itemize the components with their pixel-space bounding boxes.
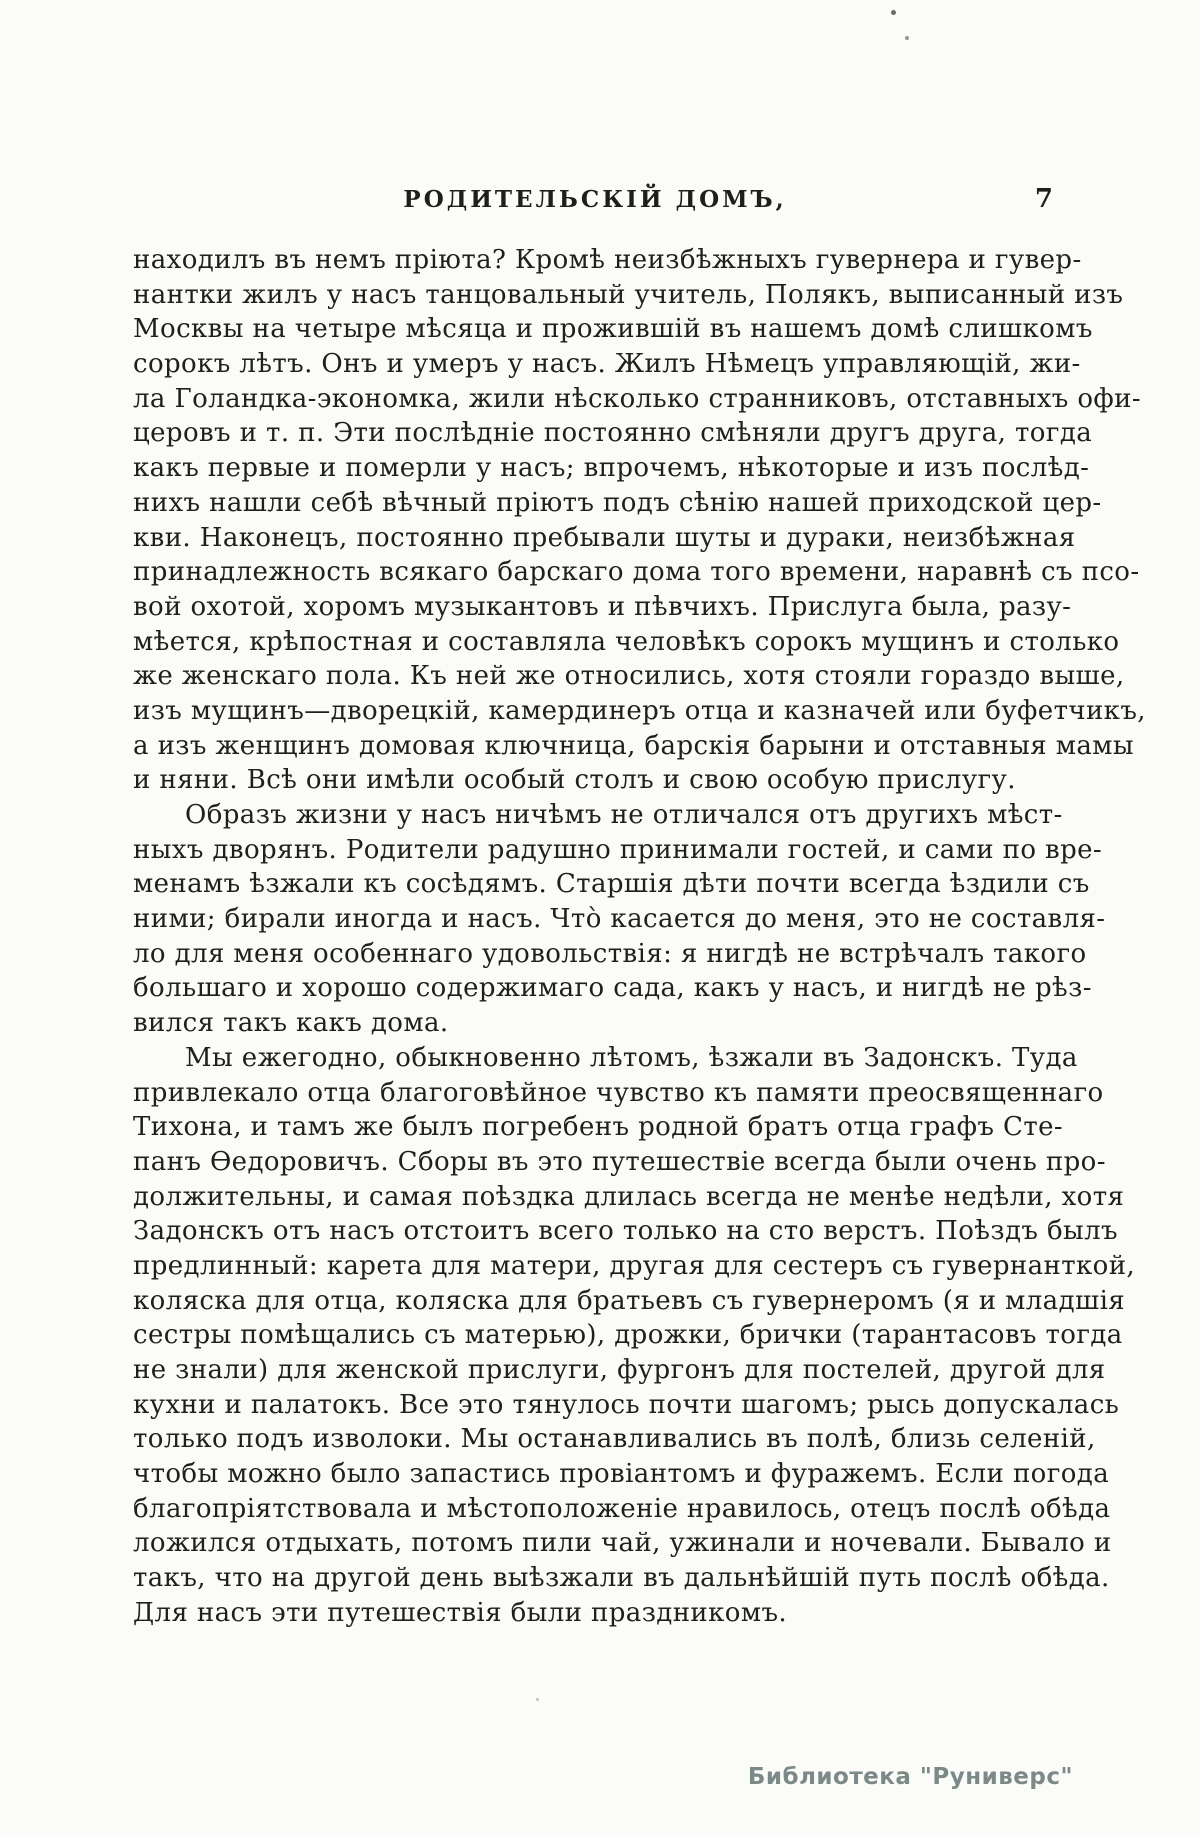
- text-line: вился такъ какъ дома.: [133, 1008, 449, 1039]
- text-line: коляска для отца, коляска для братьевъ съ гувернеромъ (я и младшія: [133, 1285, 1126, 1316]
- text-line: изъ мущинъ—дворецкій, камердинеръ отца и казначей или буфетчикъ,: [133, 695, 1146, 726]
- text-line: кухни и палатокъ. Все это тянулось почти шагомъ; рысь допускалась: [133, 1389, 1120, 1420]
- text-line: благопріятствовала и мѣстоположеніе нравилось, отецъ послѣ обѣда: [133, 1493, 1111, 1524]
- text-line: Образъ жизни у насъ ничѣмъ не отличался отъ другихъ мѣст-: [185, 800, 1063, 830]
- text-line: сестры помѣщались съ матерью), дрожки, брички (тарантасовъ тогда: [133, 1320, 1123, 1351]
- text-line: нантки жилъ у насъ танцовальный учитель, Полякъ, выписанный изъ: [133, 279, 1124, 310]
- text-line: церовъ и т. п. Эти послѣдніе постоянно смѣняли другъ друга, тогда: [133, 418, 1093, 449]
- text-line: Тихона, и тамъ же былъ погребенъ родной братъ отца графъ Сте-: [133, 1112, 1064, 1143]
- text-line: ними; бирали иногда и насъ. Что̀ касается до меня, это не составля-: [133, 904, 1106, 935]
- text-line: панъ Ѳедоровичъ. Сборы въ это путешествіе всегда были очень про-: [133, 1146, 1106, 1177]
- runiverse-watermark: Библиотека "Руниверс": [747, 1764, 1073, 1790]
- text-line: кви. Наконецъ, постоянно пребывали шуты и дураки, неизбѣжная: [133, 522, 1076, 553]
- text-line: же женскаго пола. Къ ней же относились, хотя стояли гораздо выше,: [133, 661, 1125, 692]
- text-line: не знали) для женской прислуги, фургонъ для постелей, другой для: [133, 1355, 1106, 1385]
- text-line: Для насъ эти путешествія были праздникомъ.: [133, 1597, 788, 1628]
- page-number: 7: [1034, 184, 1053, 214]
- text-line: а изъ женщинъ домовая ключница, барскія барыни и отставныя мамы: [133, 730, 1134, 761]
- text-line: какъ первые и померли у насъ; впрочемъ, нѣкоторые и изъ послѣд-: [133, 453, 1090, 484]
- text-line: Мы ежегодно, обыкновенно лѣтомъ, ѣзжали въ Задонскъ. Туда: [185, 1042, 1078, 1073]
- body-text: [133, 243, 1146, 1631]
- scan-speck: [905, 36, 909, 40]
- text-line: ложился отдыхать, потомъ пили чай, ужинали и ночевали. Бывало и: [133, 1528, 1112, 1559]
- running-header: [133, 186, 1057, 220]
- text-line: сорокъ лѣтъ. Онъ и умеръ у насъ. Жилъ Нѣмецъ управляющій, жи-: [133, 349, 1081, 380]
- text-line: ла Голандка-экономка, жили нѣсколько странниковъ, отставныхъ офи-: [133, 383, 1142, 414]
- paragraph-3: [133, 1041, 1136, 1631]
- text-line: мѣется, крѣпостная и составляла человѣкъ сорокъ мущинъ и столько: [133, 626, 1120, 657]
- paragraph-2: [133, 798, 1106, 1041]
- text-line: предлинный: карета для матери, другая для сестеръ съ гувернанткой,: [133, 1250, 1136, 1281]
- text-line: только подъ изволоки. Мы останавливались въ полѣ, близь селеній,: [133, 1424, 1096, 1455]
- text-line: ныхъ дворянъ. Родители радушно принимали гостей, и сами по вре-: [133, 834, 1103, 865]
- text-line: ло для меня особеннаго удовольствія: я нигдѣ не встрѣчалъ такого: [133, 938, 1087, 969]
- text-line: нихъ нашли себѣ вѣчный пріютъ подъ сѣнію нашей приходской цер-: [133, 487, 1102, 518]
- paragraph-1: [133, 243, 1146, 798]
- running-head-title: РОДИТЕЛЬСКІЙ ДОМЪ,: [403, 186, 787, 213]
- text-line: принадлежность всякаго барскаго дома того времени, наравнѣ съ псо-: [133, 557, 1140, 588]
- text-line: Москвы на четыре мѣсяца и прожившій въ нашемъ домѣ слишкомъ: [133, 314, 1093, 345]
- text-line: менамъ ѣзжали къ сосѣдямъ. Старшія дѣти почти всегда ѣздили съ: [133, 869, 1090, 900]
- scan-speck: [891, 10, 896, 15]
- text-line: такъ, что на другой день выѣзжали въ дальнѣйшій путь послѣ обѣда.: [133, 1563, 1110, 1594]
- text-line: Задонскъ отъ насъ отстоитъ всего только на сто верстъ. Поѣздъ былъ: [133, 1216, 1118, 1247]
- text-line: большаго и хорошо содержимаго сада, какъ у насъ, и нигдѣ не рѣз-: [133, 973, 1092, 1004]
- scan-speck: [536, 1698, 539, 1701]
- text-line: вой охотой, хоромъ музыкантовъ и пѣвчихъ. Прислуга была, разу-: [133, 591, 1072, 622]
- text-line: должительны, и самая поѣздка длилась всегда не менѣе недѣли, хотя: [133, 1181, 1125, 1212]
- text-line: чтобы можно было запастись провіантомъ и фуражемъ. Если погода: [133, 1459, 1110, 1490]
- text-line: и няни. Всѣ они имѣли особый столъ и свою особую прислугу.: [133, 765, 1016, 796]
- text-line: привлекало отца благоговѣйное чувство къ памяти преосвященнаго: [133, 1077, 1104, 1108]
- text-line: находилъ въ немъ пріюта? Кромѣ неизбѣжныхъ гувернера и гувер-: [133, 245, 1082, 275]
